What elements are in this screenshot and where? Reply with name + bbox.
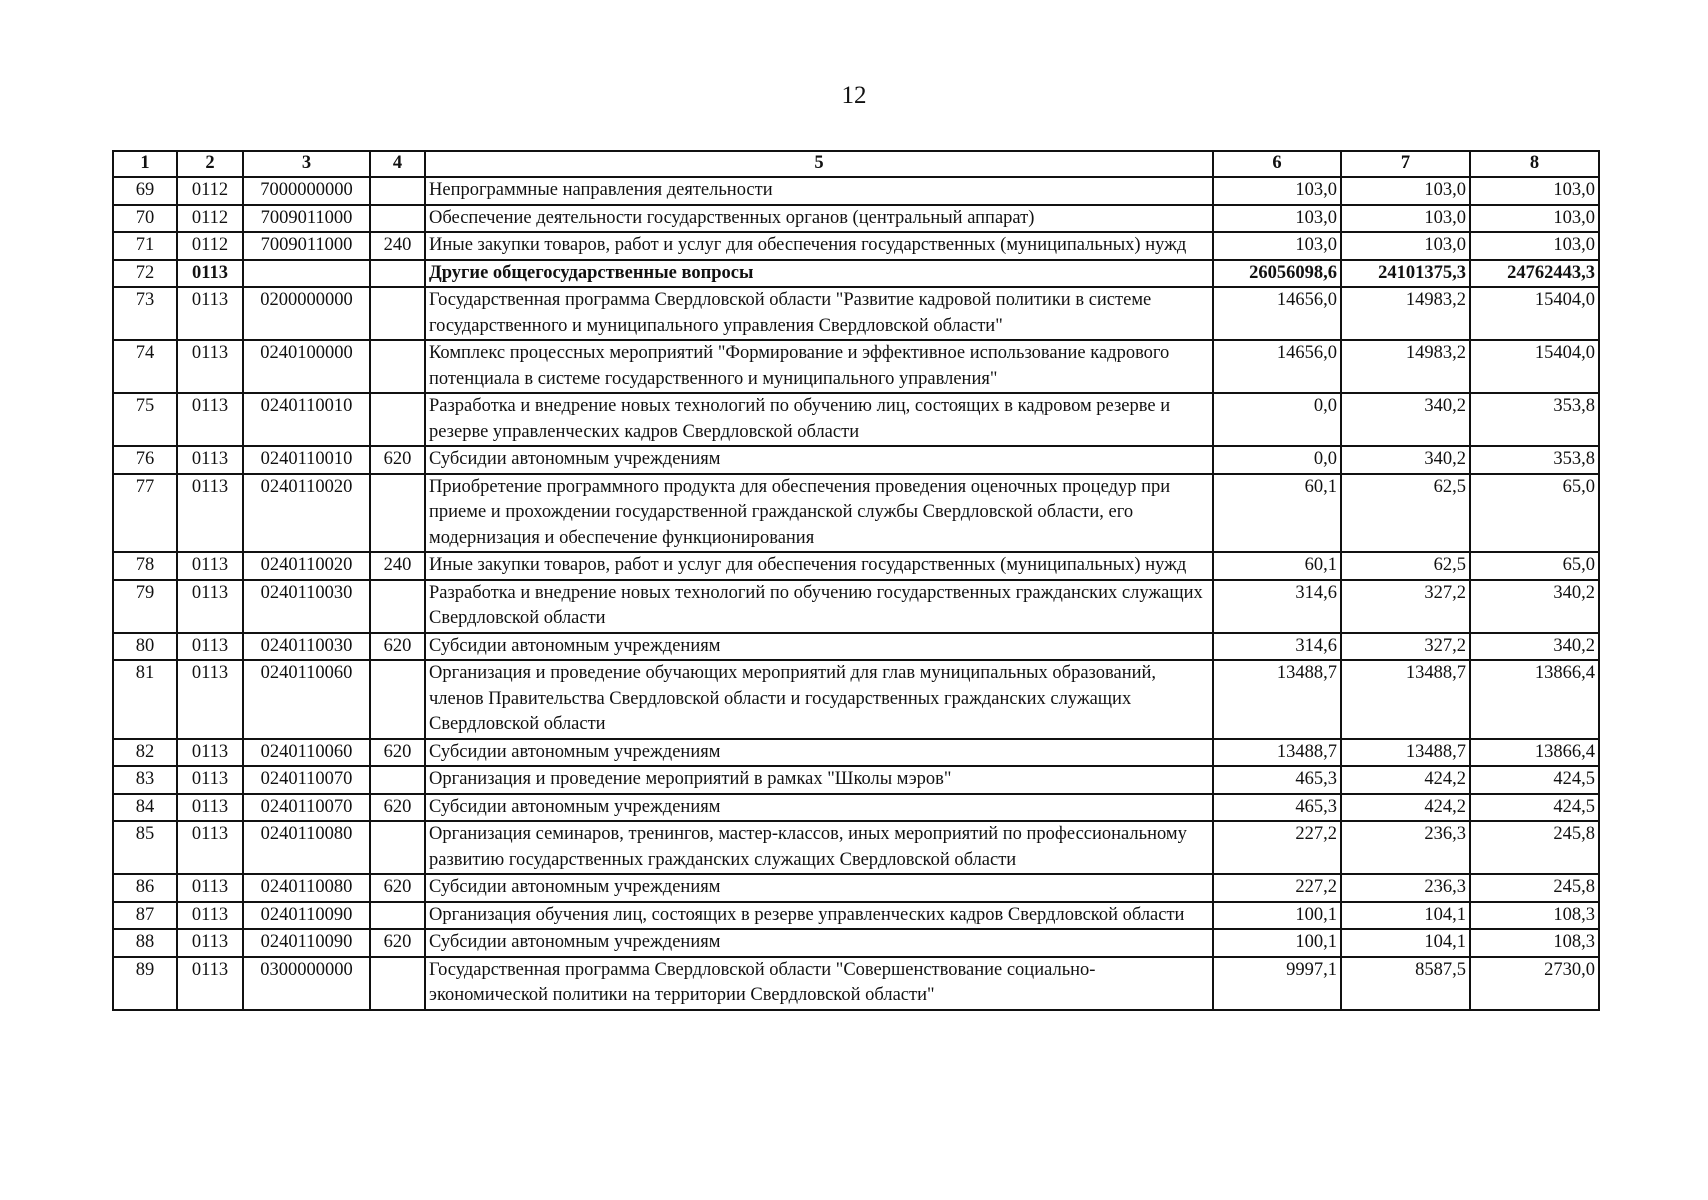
row-number: 69 [113, 177, 177, 205]
table-row [113, 232, 1599, 260]
table-row [113, 766, 1599, 794]
target-article-code: 7009011000 [243, 205, 370, 233]
target-article-code: 0240110060 [243, 739, 370, 767]
item-name: Приобретение программного продукта для обеспечения проведения оценочных процедур при приеме и прохождении государственной гражданской службы Свердловской области, его модернизация и обеспечение функционирования [425, 474, 1213, 553]
expense-type-code: 240 [370, 232, 425, 260]
amount-col-6: 26056098,6 [1213, 260, 1341, 288]
amount-col-6: 465,3 [1213, 794, 1341, 822]
section-code: 0113 [177, 957, 243, 1010]
section-code: 0113 [177, 660, 243, 739]
expense-type-code: 620 [370, 739, 425, 767]
amount-col-8: 103,0 [1470, 205, 1599, 233]
item-name: Государственная программа Свердловской области "Развитие кадровой политики в системе государственного и муниципального управления Свердловской области" [425, 287, 1213, 340]
amount-col-8: 108,3 [1470, 902, 1599, 930]
amount-col-7: 62,5 [1341, 552, 1470, 580]
amount-col-8: 13866,4 [1470, 660, 1599, 739]
amount-col-6: 227,2 [1213, 874, 1341, 902]
amount-col-8: 245,8 [1470, 874, 1599, 902]
amount-col-8: 424,5 [1470, 766, 1599, 794]
amount-col-6: 60,1 [1213, 474, 1341, 553]
amount-col-7: 103,0 [1341, 205, 1470, 233]
table-body [113, 177, 1599, 1010]
expense-type-code [370, 393, 425, 446]
target-article-code: 0240110030 [243, 633, 370, 661]
target-article-code: 7000000000 [243, 177, 370, 205]
section-code: 0113 [177, 902, 243, 930]
header-col-8: 8 [1470, 151, 1599, 177]
amount-col-8: 353,8 [1470, 393, 1599, 446]
target-article-code: 0240100000 [243, 340, 370, 393]
expense-type-code: 620 [370, 874, 425, 902]
table-row [113, 474, 1599, 553]
amount-col-7: 327,2 [1341, 580, 1470, 633]
amount-col-6: 13488,7 [1213, 739, 1341, 767]
header-col-5: 5 [425, 151, 1213, 177]
table-row [113, 929, 1599, 957]
row-number: 89 [113, 957, 177, 1010]
table-header [113, 151, 1599, 177]
amount-col-6: 14656,0 [1213, 340, 1341, 393]
header-col-3: 3 [243, 151, 370, 177]
amount-col-7: 62,5 [1341, 474, 1470, 553]
header-col-7: 7 [1341, 151, 1470, 177]
amount-col-7: 424,2 [1341, 766, 1470, 794]
table-row [113, 393, 1599, 446]
amount-col-8: 103,0 [1470, 232, 1599, 260]
amount-col-6: 100,1 [1213, 929, 1341, 957]
amount-col-7: 13488,7 [1341, 739, 1470, 767]
section-code: 0113 [177, 446, 243, 474]
amount-col-7: 13488,7 [1341, 660, 1470, 739]
amount-col-8: 24762443,3 [1470, 260, 1599, 288]
section-code: 0113 [177, 393, 243, 446]
section-code: 0112 [177, 205, 243, 233]
table-row [113, 446, 1599, 474]
item-name: Субсидии автономным учреждениям [425, 874, 1213, 902]
amount-col-7: 104,1 [1341, 902, 1470, 930]
amount-col-8: 108,3 [1470, 929, 1599, 957]
amount-col-8: 103,0 [1470, 177, 1599, 205]
item-name: Организация семинаров, тренингов, мастер-классов, иных мероприятий по профессиональному развитию государственных гражданских служащих Свердловской области [425, 821, 1213, 874]
amount-col-8: 65,0 [1470, 474, 1599, 553]
item-name: Разработка и внедрение новых технологий по обучению лиц, состоящих в кадровом резерве и резерве управленческих кадров Свердловской области [425, 393, 1213, 446]
item-name: Разработка и внедрение новых технологий по обучению государственных гражданских служащих Свердловской области [425, 580, 1213, 633]
section-code: 0113 [177, 580, 243, 633]
item-name: Субсидии автономным учреждениям [425, 446, 1213, 474]
target-article-code: 0240110010 [243, 446, 370, 474]
table-row [113, 794, 1599, 822]
budget-table [112, 150, 1600, 1011]
target-article-code: 0240110060 [243, 660, 370, 739]
table-row [113, 902, 1599, 930]
table-row [113, 957, 1599, 1010]
item-name: Субсидии автономным учреждениям [425, 633, 1213, 661]
section-code: 0113 [177, 821, 243, 874]
row-number: 78 [113, 552, 177, 580]
row-number: 72 [113, 260, 177, 288]
amount-col-8: 245,8 [1470, 821, 1599, 874]
header-col-2: 2 [177, 151, 243, 177]
amount-col-8: 424,5 [1470, 794, 1599, 822]
table-row [113, 580, 1599, 633]
amount-col-6: 9997,1 [1213, 957, 1341, 1010]
target-article-code: 0240110020 [243, 474, 370, 553]
row-number: 85 [113, 821, 177, 874]
table-row [113, 874, 1599, 902]
table-row [113, 205, 1599, 233]
section-code: 0113 [177, 794, 243, 822]
section-code: 0113 [177, 766, 243, 794]
amount-col-7: 14983,2 [1341, 287, 1470, 340]
expense-type-code [370, 474, 425, 553]
amount-col-8: 13866,4 [1470, 739, 1599, 767]
amount-col-6: 314,6 [1213, 580, 1341, 633]
item-name: Организация обучения лиц, состоящих в резерве управленческих кадров Свердловской области [425, 902, 1213, 930]
amount-col-7: 424,2 [1341, 794, 1470, 822]
row-number: 75 [113, 393, 177, 446]
expense-type-code [370, 821, 425, 874]
amount-col-7: 340,2 [1341, 446, 1470, 474]
target-article-code: 0240110080 [243, 821, 370, 874]
amount-col-8: 353,8 [1470, 446, 1599, 474]
table-row [113, 552, 1599, 580]
amount-col-7: 104,1 [1341, 929, 1470, 957]
table-row [113, 821, 1599, 874]
section-code: 0113 [177, 552, 243, 580]
amount-col-6: 465,3 [1213, 766, 1341, 794]
row-number: 86 [113, 874, 177, 902]
amount-col-6: 103,0 [1213, 205, 1341, 233]
item-name: Организация и проведение обучающих мероприятий для глав муниципальных образований, членов Правительства Свердловской области и государственных гражданских служащих Свердловской области [425, 660, 1213, 739]
amount-col-6: 227,2 [1213, 821, 1341, 874]
section-code: 0113 [177, 929, 243, 957]
target-article-code: 0240110020 [243, 552, 370, 580]
item-name: Другие общегосударственные вопросы [425, 260, 1213, 288]
row-number: 81 [113, 660, 177, 739]
expense-type-code: 620 [370, 446, 425, 474]
header-row [113, 151, 1599, 177]
expense-type-code [370, 957, 425, 1010]
item-name: Субсидии автономным учреждениям [425, 794, 1213, 822]
amount-col-7: 8587,5 [1341, 957, 1470, 1010]
row-number: 88 [113, 929, 177, 957]
amount-col-7: 340,2 [1341, 393, 1470, 446]
amount-col-7: 14983,2 [1341, 340, 1470, 393]
item-name: Иные закупки товаров, работ и услуг для обеспечения государственных (муниципальных) нужд [425, 552, 1213, 580]
section-code: 0112 [177, 177, 243, 205]
row-number: 82 [113, 739, 177, 767]
section-code: 0113 [177, 874, 243, 902]
amount-col-8: 340,2 [1470, 580, 1599, 633]
amount-col-8: 2730,0 [1470, 957, 1599, 1010]
header-col-4: 4 [370, 151, 425, 177]
table-row [113, 633, 1599, 661]
target-article-code: 0240110090 [243, 929, 370, 957]
section-code: 0112 [177, 232, 243, 260]
amount-col-6: 314,6 [1213, 633, 1341, 661]
expense-type-code [370, 340, 425, 393]
page-number: 12 [841, 82, 867, 109]
expense-type-code [370, 287, 425, 340]
amount-col-7: 327,2 [1341, 633, 1470, 661]
amount-col-6: 0,0 [1213, 446, 1341, 474]
amount-col-8: 65,0 [1470, 552, 1599, 580]
amount-col-7: 236,3 [1341, 874, 1470, 902]
expense-type-code: 620 [370, 633, 425, 661]
row-number: 70 [113, 205, 177, 233]
expense-type-code [370, 260, 425, 288]
expense-type-code: 620 [370, 929, 425, 957]
section-code: 0113 [177, 287, 243, 340]
target-article-code: 0240110010 [243, 393, 370, 446]
expense-type-code [370, 766, 425, 794]
expense-type-code [370, 902, 425, 930]
amount-col-7: 103,0 [1341, 177, 1470, 205]
item-name: Комплекс процессных мероприятий "Формирование и эффективное использование кадрового потенциала в системе государственного и муниципального управления" [425, 340, 1213, 393]
item-name: Субсидии автономным учреждениям [425, 929, 1213, 957]
amount-col-8: 15404,0 [1470, 287, 1599, 340]
section-code: 0113 [177, 633, 243, 661]
table-row [113, 177, 1599, 205]
header-col-1: 1 [113, 151, 177, 177]
row-number: 84 [113, 794, 177, 822]
row-number: 71 [113, 232, 177, 260]
row-number: 74 [113, 340, 177, 393]
expense-type-code [370, 177, 425, 205]
item-name: Непрограммные направления деятельности [425, 177, 1213, 205]
row-number: 79 [113, 580, 177, 633]
amount-col-6: 14656,0 [1213, 287, 1341, 340]
target-article-code: 0240110080 [243, 874, 370, 902]
amount-col-8: 340,2 [1470, 633, 1599, 661]
item-name: Иные закупки товаров, работ и услуг для обеспечения государственных (муниципальных) нужд [425, 232, 1213, 260]
amount-col-7: 24101375,3 [1341, 260, 1470, 288]
target-article-code: 0240110030 [243, 580, 370, 633]
amount-col-8: 15404,0 [1470, 340, 1599, 393]
expense-type-code: 240 [370, 552, 425, 580]
amount-col-6: 103,0 [1213, 177, 1341, 205]
section-code: 0113 [177, 739, 243, 767]
table-row [113, 287, 1599, 340]
item-name: Организация и проведение мероприятий в рамках "Школы мэров" [425, 766, 1213, 794]
row-number: 83 [113, 766, 177, 794]
row-number: 87 [113, 902, 177, 930]
table-row [113, 660, 1599, 739]
table-row [113, 260, 1599, 288]
amount-col-6: 100,1 [1213, 902, 1341, 930]
table-row [113, 340, 1599, 393]
table-row [113, 739, 1599, 767]
expense-type-code [370, 205, 425, 233]
item-name: Государственная программа Свердловской области "Совершенствование социально-экономической политики на территории Свердловской области" [425, 957, 1213, 1010]
expense-type-code: 620 [370, 794, 425, 822]
row-number: 80 [113, 633, 177, 661]
amount-col-7: 103,0 [1341, 232, 1470, 260]
target-article-code: 0240110070 [243, 794, 370, 822]
target-article-code: 0240110090 [243, 902, 370, 930]
item-name: Субсидии автономным учреждениям [425, 739, 1213, 767]
target-article-code: 0300000000 [243, 957, 370, 1010]
section-code: 0113 [177, 340, 243, 393]
amount-col-6: 13488,7 [1213, 660, 1341, 739]
amount-col-6: 60,1 [1213, 552, 1341, 580]
row-number: 73 [113, 287, 177, 340]
target-article-code [243, 260, 370, 288]
item-name: Обеспечение деятельности государственных органов (центральный аппарат) [425, 205, 1213, 233]
amount-col-6: 103,0 [1213, 232, 1341, 260]
target-article-code: 7009011000 [243, 232, 370, 260]
section-code: 0113 [177, 474, 243, 553]
expense-type-code [370, 660, 425, 739]
target-article-code: 0200000000 [243, 287, 370, 340]
target-article-code: 0240110070 [243, 766, 370, 794]
expense-type-code [370, 580, 425, 633]
header-col-6: 6 [1213, 151, 1341, 177]
amount-col-6: 0,0 [1213, 393, 1341, 446]
row-number: 76 [113, 446, 177, 474]
amount-col-7: 236,3 [1341, 821, 1470, 874]
row-number: 77 [113, 474, 177, 553]
section-code: 0113 [177, 260, 243, 288]
